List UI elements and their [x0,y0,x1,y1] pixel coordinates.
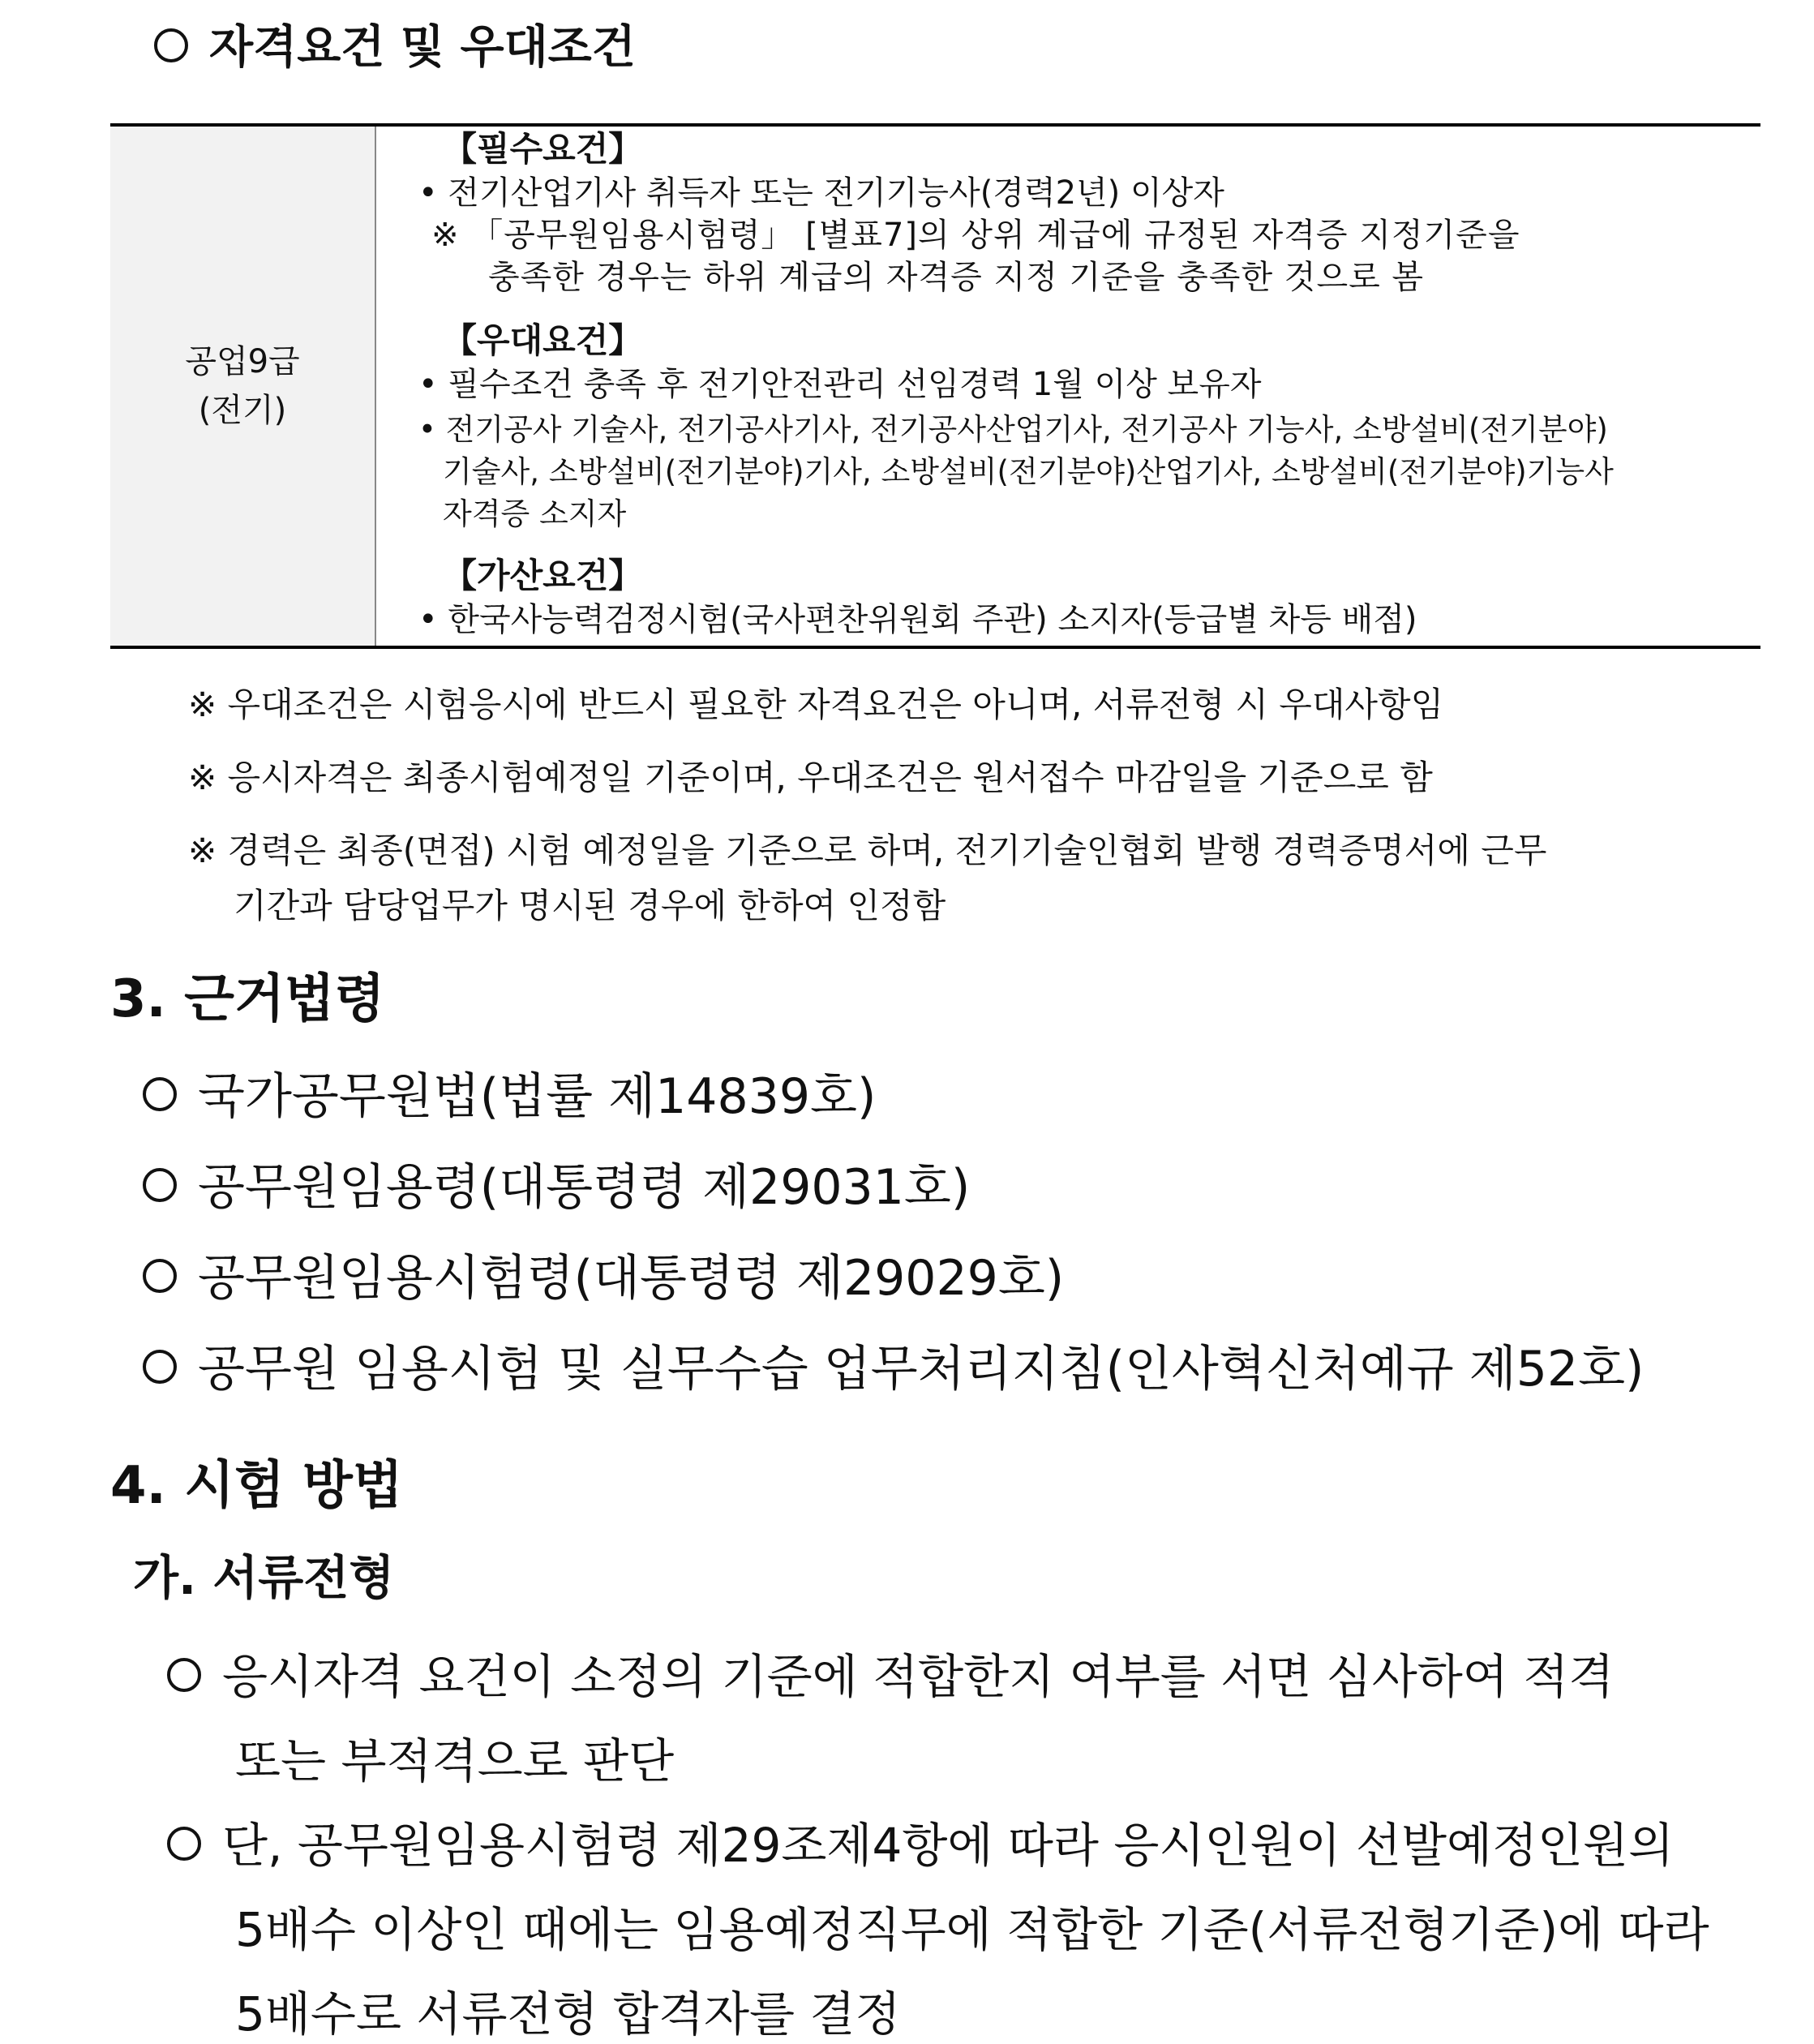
requirements-table [110,123,1760,649]
section-4-title: 4. 시험 방법 [110,1456,403,1516]
preferred-heading: 【우대요건】 [443,320,643,360]
preferred-item: • 필수조건 충족 후 전기안전관리 선임경력 1월 이상 보유자 [418,366,1262,403]
preferred-item-cont: 자격증 소지자 [443,496,627,531]
law-item: 공무원임용령(대통령령 제29031호) [143,1149,970,1218]
law-item: 국가공무원법(법률 제14839호) [143,1058,876,1127]
required-note-cont: 충족한 경우는 하위 계급의 자격증 지정 기준을 충족한 것으로 봄 [488,259,1425,296]
circle-bullet-icon [143,1259,177,1293]
paragraph-cont: 또는 부적격으로 판단 [235,1733,675,1788]
bonus-item: • 한국사능력검정시험(국사편찬위원회 주관) 소지자(등급별 차등 배점) [418,601,1417,638]
circle-bullet-icon [143,1077,177,1111]
note: ※ 우대조건은 시험응시에 반드시 필요한 자격요건은 아니며, 서류전형 시 우대사항임 [188,685,1444,724]
grade-cell [110,127,376,646]
note-cont: 기간과 담당업무가 명시된 경우에 한하여 인정함 [234,886,946,925]
note: ※ 응시자격은 최종시험예정일 기준이며, 우대조건은 원서접수 마감일을 기준으로 함 [188,758,1433,797]
circle-bullet-icon [167,1827,201,1861]
subsection-title: 가. 서류전형 [133,1550,395,1605]
section-heading [154,11,636,76]
paragraph-cont: 5배수 이상인 때에는 임용예정직무에 적합한 기준(서류전형기준)에 따라 [235,1902,1709,1957]
circle-bullet-icon [143,1350,177,1384]
note: ※ 경력은 최종(면접) 시험 예정일을 기준으로 하며, 전기기술인협회 발행 경력증명서에 근무 [188,831,1547,870]
paragraph-cont: 5배수로 서류전형 합격자를 결정 [235,1986,901,2042]
circle-bullet-icon [154,28,188,62]
law-item: 공무원임용시험령(대통령령 제29029호) [143,1239,1064,1309]
preferred-item: • 전기공사 기술사, 전기공사기사, 전기공사산업기사, 전기공사 기능사, 소방설비(전기분야) [418,412,1608,447]
preferred-item-cont: 기술사, 소방설비(전기분야)기사, 소방설비(전기분야)산업기사, 소방설비(전기분야)기능사 [443,454,1614,489]
required-heading: 【필수요건】 [443,129,643,169]
required-item: • 전기산업기사 취득자 또는 전기기능사(경력2년) 이상자 [418,174,1224,212]
bonus-heading: 【가산요건】 [443,556,643,595]
paragraph: 응시자격 요건이 소정의 기준에 적합한지 여부를 서면 심사하여 적격 [167,1638,1614,1707]
circle-bullet-icon [143,1168,177,1202]
paragraph: 단, 공무원임용시험령 제29조제4항에 따라 응시인원이 선발예정인원의 [167,1807,1674,1875]
section-3-title: 3. 근거법령 [110,969,385,1029]
circle-bullet-icon [167,1658,201,1692]
required-note: ※ 「공무원임용시험령」 [별표7]의 상위 계급에 규정된 자격증 지정기준을 [431,217,1520,254]
grade-label: 공업9급 (전기) [185,343,300,429]
law-item: 공무원 임용시험 및 실무수습 업무처리지침(인사혁신처예규 제52호) [143,1330,1644,1400]
section-title: 자격요건 및 우대조건 [209,21,636,74]
